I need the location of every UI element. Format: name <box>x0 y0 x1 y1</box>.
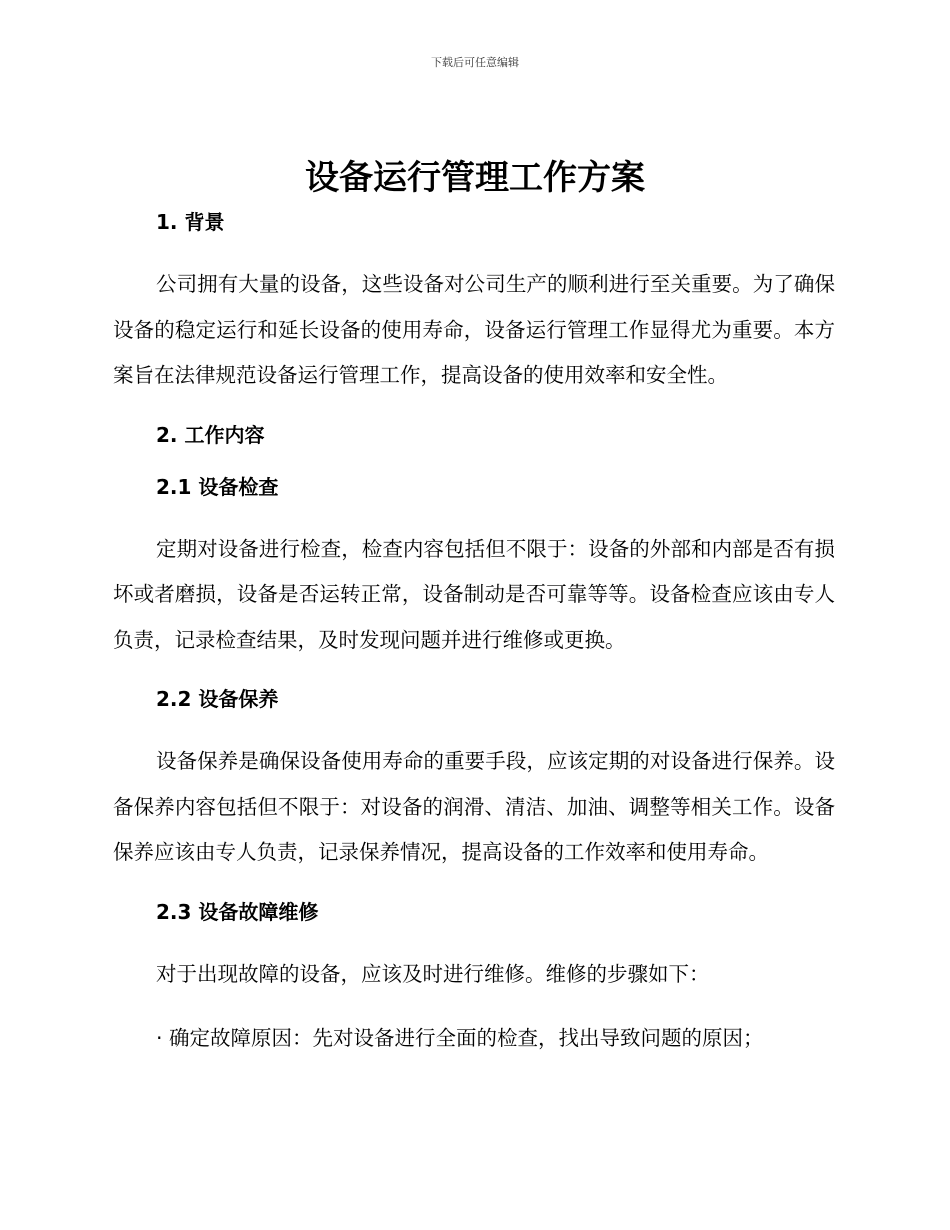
paragraph-repair: 对于出现故障的设备，应该及时进行维修。维修的步骤如下： <box>156 961 710 986</box>
heading-work-content: 2. 工作内容 <box>156 422 265 447</box>
document-body <box>113 205 835 1062</box>
heading-repair: 2.3 设备故障维修 <box>156 899 319 924</box>
paragraph-inspection: 定期对设备进行检查，检查内容包括但不限于：设备的外部和内部是否有损坏或者磨损，设备是否运转正常，设备制动是否可靠等等。设备检查应该由专人负责，记录检查结果，及时发现问题并进行维修或更换。 <box>113 536 835 652</box>
heading-maintenance: 2.2 设备保养 <box>156 687 279 711</box>
paragraph-maintenance: 设备保养是确保设备使用寿命的重要手段，应该定期的对设备进行保养。设备保养内容包括但不限于：对设备的润滑、清洁、加油、调整等相关工作。设备保养应该由专人负责，记录保养情况，提高设备的工作效率和使用寿命。 <box>113 749 835 864</box>
document-title: 设备运行管理工作方案 <box>305 158 645 198</box>
paragraph-background: 公司拥有大量的设备，这些设备对公司生产的顺利进行至关重要。为了确保设备的稳定运行和延长设备的使用寿命，设备运行管理工作显得尤为重要。本方案旨在法律规范设备运行管理工作，提高设备的使用效率和安全性。 <box>113 272 835 387</box>
list-item: · 确定故障原因：先对设备进行全面的检查，找出导致问题的原因； <box>156 1026 764 1050</box>
heading-background: 1. 背景 <box>156 210 225 234</box>
heading-inspection: 2.1 设备检查 <box>156 474 279 499</box>
header-note: 下载后可任意编辑 <box>431 56 519 69</box>
